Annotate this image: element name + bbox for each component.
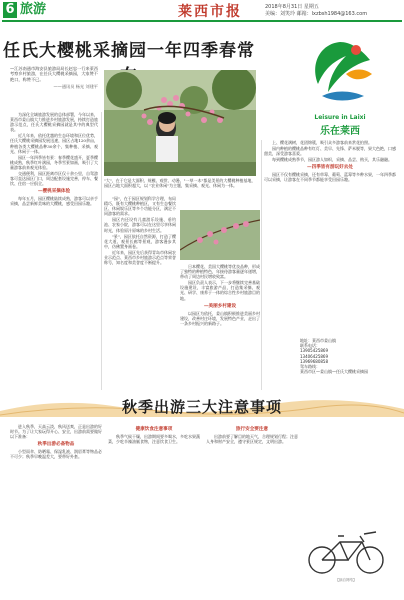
paragraph: 为深化全域旅游发展的总体部署，今年以来，莱西市姜山镇大力推进乡村旅游发展，持续打造旅游示范点，任氏大樱桃采摘园就是其中的典型代表。 (10, 112, 98, 133)
paragraph: 园区不仅有樱桃采摘，还有草莓、葡萄、蓝莓等多种水果，一年四季都可以采摘，让游客在不同季节都能享受田园乐趣。 (264, 172, 396, 183)
paragraph: 园内种植的樱桃品种有红灯、美早、先锋、萨米脱等，果大色艳，口感甜美，深受游客喜爱。 (264, 146, 396, 157)
paper-name: 莱西市报 (178, 4, 242, 20)
article-column-4 (264, 140, 396, 336)
paragraph: 园区内还设有儿童游乐设施、垂钓池、农家小院，游客可以在这里尽享休闲时光，体验原汁原味的乡村生活。 (104, 217, 176, 233)
paragraph: 园区一年四季皆有景：春季樱花盛开，夏季樱桃成熟，秋季红叶满园，冬季雪景如画，吸引了大量游客前来观光体验。 (10, 154, 98, 170)
bicycle-illustration (304, 522, 388, 576)
lead-paragraph (10, 66, 98, 93)
paragraph: 进入秋季，天高云淡，秋风送爽，正是出游的好时节。为了让大家玩得开心、安全，出游前需要做好以下准备： (10, 424, 102, 440)
paragraph: 每年五月，园区樱桃陆续成熟，游客可以亲手采摘，品尝新鲜美味的大樱桃，感受田园乐趣。 (10, 196, 98, 207)
logo-chinese: 乐在莱西 (320, 126, 360, 137)
page-headline: 任氏大樱桃采摘园一年四季春常 (3, 41, 255, 61)
route: 莱西市区—姜山镇—任氏大樱桃采摘园 (300, 369, 368, 375)
email: 邮箱：lxzbsh1984@163.com (296, 11, 368, 17)
bottom-column-3 (206, 424, 298, 594)
subheading: —樱桃采摘体验 (37, 189, 71, 195)
lead-text: —江苏南通市海安县旅游局局长赵忠一行来莱西考察乡村旅游，在任氏大樱桃采摘园，大家赞不绝口，称赞不已。 (10, 66, 98, 82)
paragraph: 近几年来，依托优越的生态环境和区位优势，任氏大樱桃采摘园发展迅速，园区占地120余亩，种植各类大樱桃品种30余个，集种植、采摘、观光、休闲于一体。 (10, 133, 98, 154)
bottom-column-1 (10, 424, 102, 594)
paragraph: 小型雨伞、防晒霜、保湿乳液、润唇膏等物品必不可少；秋季早晚温差大，要带好外套。 (10, 449, 102, 460)
subheading: —美丽乡村建设 (203, 303, 237, 309)
header-rule (2, 20, 402, 22)
paragraph: 以园区为依托，姜山镇积极推进美丽乡村建设，改善村庄环境，发展特色产业，走出了一条乡村振兴的新路子。 (180, 310, 260, 326)
phone: 13406425869 (300, 353, 328, 359)
paragraph: "景"，园区依托自然资源，打造了樱花大道、观景长廊等景观，游客漫步其中，仿佛置身画卷。 (104, 233, 176, 249)
subheading: —四季皆有游玩好去处 (307, 165, 353, 171)
page-header (0, 0, 404, 22)
paragraph: 日本樱花、美国大樱桃等优良品种，形成了独特的种植特色，年接待游客量逐年递增，带动了周边村民增收致富。 (180, 264, 260, 280)
phone: 13969680858 (300, 358, 328, 364)
paragraph: "园"，在于园区规划科学合理，布局精巧，既有大樱桃种植区，又有生态餐饮区、休闲娱乐区等多个功能分区，满足不同游客的需求。 (104, 196, 176, 217)
logo-english: Leisure in Laixi (314, 114, 366, 121)
credit: 【摘自网络】 (335, 578, 357, 582)
paragraph: 近年来，园区先后获得青岛市休闲农业示范点、莱西市乡村旅游示范点等荣誉称号，知名度和美誉度不断提升。 (104, 249, 176, 266)
editor: 美编：刘笑玲 (265, 11, 296, 17)
section-name: 旅游 (20, 2, 47, 17)
phone-label: 联系电话： (300, 343, 320, 349)
column-divider (261, 140, 262, 390)
main-photo (104, 70, 256, 176)
issue-date: 2018年8月31日 星期五 (265, 4, 319, 10)
column-divider (101, 112, 102, 390)
phone: 13905425869 (300, 348, 328, 354)
subheading: 旅行安全要注意 (235, 427, 269, 432)
blossom-branch-photo (180, 210, 260, 260)
paragraph: 每到樱桃成熟季节，园区游人如织，采摘、品尝、购买，其乐融融。 (272, 157, 392, 163)
paragraph: 园区负责人表示，下一步将继续完善基础设施建设，丰富旅游产品，打造集采摘、观光、研学、康养于一体的综合性乡村旅游目的地。 (180, 280, 260, 301)
paragraph: 出游前要了解目的地天气，合理规划行程；注意人身和财产安全，遵守景区规定，文明出游。 (206, 434, 298, 445)
paragraph: 秋季气候干燥，出游期间要多喝水，多吃水果蔬菜，少吃辛辣油腻食物，注意饮食卫生。 (108, 434, 200, 445)
route-label: 驾车路线： (300, 364, 320, 370)
section-number: 6 (3, 2, 17, 18)
lead-byline: ——通讯员 杨光 刘建平 (53, 84, 98, 90)
photo-caption: "大"，在于它是大面积、规模、观赏、动漫、"一草一木"都是美景的大樱桃种植基地，园区占地大面积超大，以 "农业休闲"为主题，集采摘、观光、休闲为一体。 (104, 178, 256, 188)
address: 地址：莱西市姜山镇 (300, 338, 336, 343)
cherry-blossom-photo (104, 70, 256, 176)
article-column-1 (10, 112, 98, 390)
bottom-column-2 (108, 424, 200, 594)
article-column-2 (104, 196, 176, 390)
banner-title: 秋季出游三大注意事项 (121, 398, 282, 416)
paragraph: 交通便利，园区距离市区仅十余公里，自驾游客可直达园区门口，周边配套设施完善，停车、餐饮、住宿一应俱全。 (10, 171, 98, 187)
subheading: 秋季出游必备物品 (37, 442, 75, 448)
leisure-logo (300, 34, 380, 114)
subheading: 健康饮食注意事项 (135, 427, 173, 432)
article-column-3 (180, 264, 260, 390)
paragraph: 上、樱花满树，花团锦簇，吸引众多游客前来赏花拍照。 (272, 140, 372, 145)
contact-info (300, 338, 396, 374)
